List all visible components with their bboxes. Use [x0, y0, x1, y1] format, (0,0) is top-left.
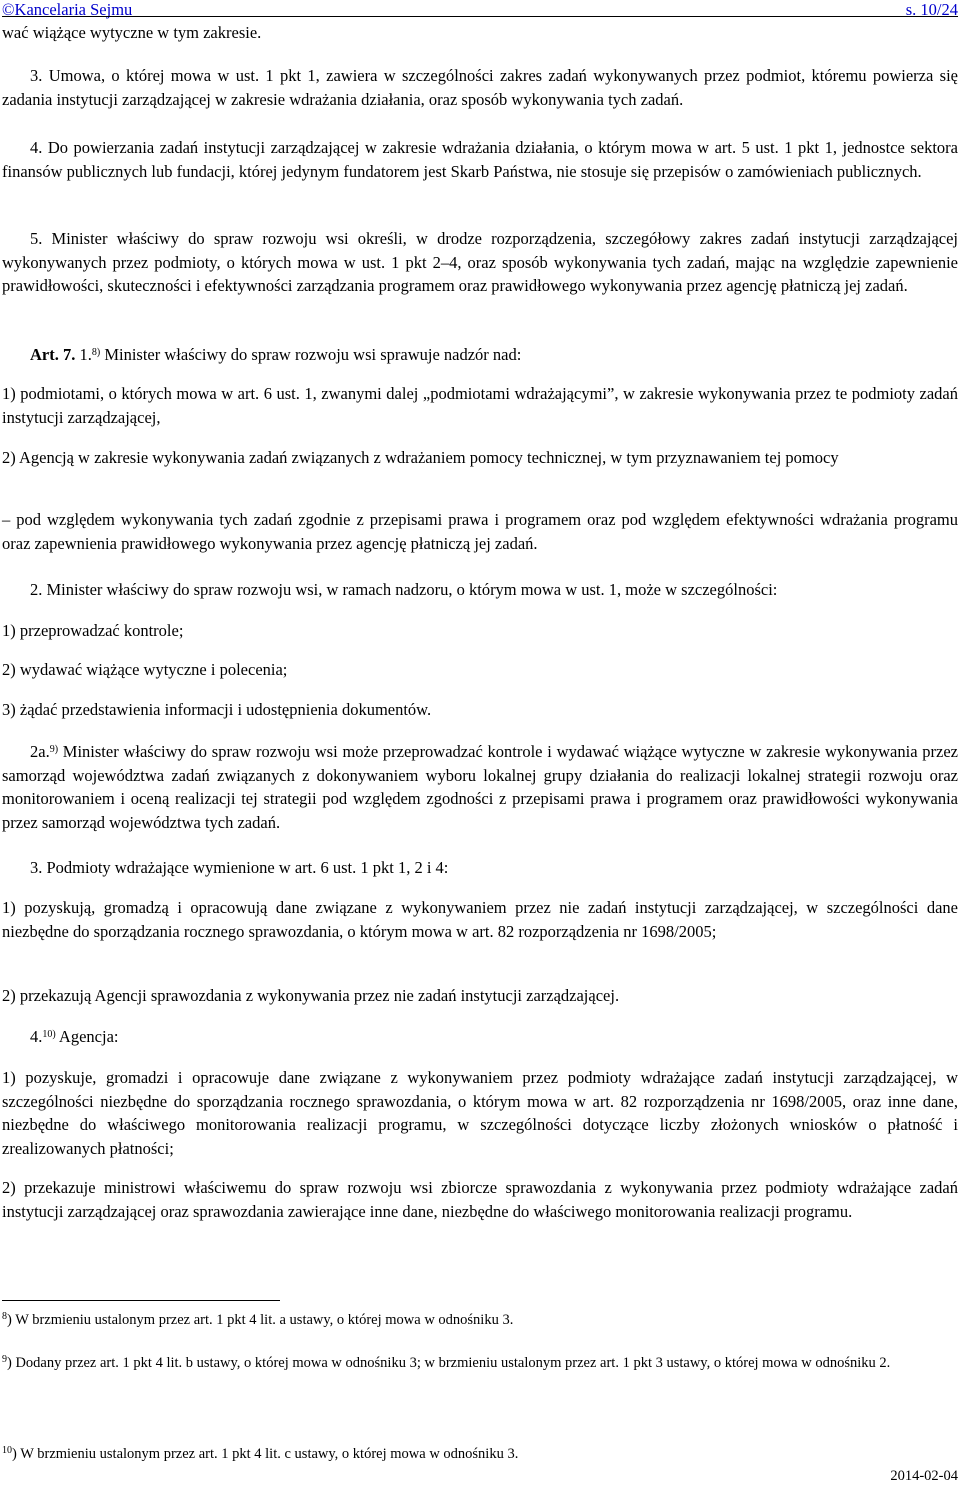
ust-4-number: 4. — [30, 1027, 43, 1046]
paragraph-ust-5: 5. Minister właściwy do spraw rozwoju wsi określi, w drodze rozporządzenia, szczegółowy zakres zadań instytucji zarządzającej wykonywanych przez podmioty, o których mowa w ust. 1 pkt 2–4, oraz sposób wykonywania tych zadań, mając na względzie zapewnienie prawidłowości, skuteczności i efektywności zarządzania programem oraz prawidłowego wykonywania przez agencję płatniczą jej zadań. — [2, 229, 958, 295]
paragraph-ust-3: 3. Umowa, o której mowa w ust. 1 pkt 1, zawiera w szczególności zakres zadań wykonywanych przez podmiot, któremu powierza się zadania instytucji zarządzającej w zakresie wdrażania działania, oraz sposób wykonywania tych zadań. — [2, 66, 958, 109]
footnote-9-text: ) Dodany przez art. 1 pkt 4 lit. b ustawy, o której mowa w odnośniku 3; w brzmieniu ustalonym przez art. 1 pkt 3 ustawy, o której mowa w odnośniku 2. — [7, 1355, 891, 1371]
ust-2a-text: Minister właściwy do spraw rozwoju wsi może przeprowadzać kontrole i wydawać wiążące wytyczne w zakresie wykonywania przez samorząd województwa zadań związanych z dokonywaniem wyboru lokalnej grupy działania do realizacji lokalnej strategii rozwoju oraz monitorowaniem i oceną realizacji tej strategii pod względem zgodności z przepisami prawa i programem oraz prawidłowości wykonywania przez samorząd województwa tych zadań. — [2, 742, 958, 832]
footnote-ref-9[interactable]: 9) — [49, 744, 59, 755]
header-divider — [2, 16, 958, 17]
art-7-text: Minister właściwy do spraw rozwoju wsi sprawuje nadzór nad: — [100, 345, 522, 364]
art-7-ust-2-point-2: 2) wydawać wiążące wytyczne i polecenia; — [2, 660, 288, 679]
art-7-ust-2a — [2, 740, 958, 834]
art-7-ust-3-point-1: 1) pozyskują, gromadzą i opracowują dane związane z wykonywaniem przez nie zadań instytucji zarządzającej, w szczególności dane niezbędne do sporządzania rocznego sprawozdania, o którym mowa w art. 82 rozporządzenia nr 1698/2005; — [2, 898, 958, 941]
art-7-ust-2-point-1: 1) przeprowadzać kontrole; — [2, 621, 184, 640]
art-7-ust-2: 2. Minister właściwy do spraw rozwoju wsi, w ramach nadzoru, o którym mowa w ust. 1, może w szczególności: — [30, 580, 778, 599]
art-7-point-1: 1) podmiotami, o których mowa w art. 6 ust. 1, zwanymi dalej „podmiotami wdrażającymi”, w zakresie wykonywania przez te podmioty zadań instytucji zarządzającej, — [2, 384, 958, 427]
footnote-10-mark: 10 — [2, 1445, 12, 1456]
footnote-10 — [2, 1444, 958, 1465]
ust-2a-number: 2a. — [30, 742, 50, 761]
art-7-ust-4 — [30, 1025, 119, 1049]
art-7-ust-3-point-2: 2) przekazują Agencji sprawozdania z wykonywania przez nie zadań instytucji zarządzającej. — [2, 986, 620, 1005]
art-7-ust-3: 3. Podmioty wdrażające wymienione w art. 6 ust. 1 pkt 1, 2 i 4: — [30, 858, 449, 877]
art-7-ust-2-point-3: 3) żądać przedstawienia informacji i udostępnienia dokumentów. — [2, 700, 432, 719]
footnote-9-mark: 9 — [2, 1354, 7, 1365]
art-7-point-2: 2) Agencją w zakresie wykonywania zadań związanych z wdrażaniem pomocy technicznej, w tym przyznawaniem tej pomocy — [2, 448, 839, 467]
art-7-ust-4-point-1: 1) pozyskuje, gromadzi i opracowuje dane związane z wykonywaniem przez podmioty wdrażające zadań instytucji zarządzającej, w szczególności niezbędne do sporządzania rocznego sprawozdania, o którym mowa w art. 82 rozporządzenia nr 1698/2005, oraz inne dane, niezbędne do właściwego monitorowania realizacji programu, w szczególności dotyczące liczby złożonych wniosków o płatność i zrealizowanych płatności; — [2, 1068, 958, 1158]
art-7-ust-number: 1. — [79, 345, 92, 364]
footnote-ref-10[interactable]: 10) — [42, 1029, 56, 1040]
header-source-link[interactable]: ©Kancelaria Sejmu — [2, 0, 133, 19]
footnote-divider — [2, 1300, 280, 1301]
ust-4-text: Agencja: — [55, 1027, 119, 1046]
footnote-ref-8[interactable]: 8) — [91, 347, 101, 358]
art-7-heading — [30, 343, 521, 367]
footnote-8-mark: 8 — [2, 1311, 7, 1322]
paragraph-ust-4: 4. Do powierzania zadań instytucji zarządzającej w zakresie wdrażania działania, o którym mowa w art. 5 ust. 1 pkt 1, jednostce sektora finansów publicznych lub fundacji, której jedynym fundatorem jest Skarb Państwa, nie stosuje się przepisów o zamówieniach publicznych. — [2, 138, 958, 181]
header-page-number[interactable]: s. 10/24 — [905, 0, 958, 19]
footnote-8 — [2, 1310, 958, 1331]
footer-date: 2014-02-04 — [890, 1468, 958, 1484]
art-7-dash-clause: – pod względem wykonywania tych zadań zgodnie z przepisami prawa i programem oraz pod względem efektywności wdrażania programu oraz zapewnienia prawidłowego wykonywania przez agencję płatniczą jej zadań. — [2, 510, 958, 553]
paragraph-continuation: wać wiążące wytyczne w tym zakresie. — [2, 23, 262, 42]
footnote-8-text: ) W brzmieniu ustalonym przez art. 1 pkt 4 lit. a ustawy, o której mowa w odnośniku 3. — [7, 1312, 514, 1328]
footnote-10-text: ) W brzmieniu ustalonym przez art. 1 pkt 4 lit. c ustawy, o której mowa w odnośniku 3. — [12, 1446, 519, 1462]
art-7-ust-4-point-2: 2) przekazuje ministrowi właściwemu do spraw rozwoju wsi zbiorcze sprawozdania z wykonywania przez podmioty wdrażające zadań instytucji zarządzającej oraz sprawozdania zawierające inne dane, niezbędne do właściwego monitorowania realizacji programu. — [2, 1178, 958, 1221]
footnote-9 — [2, 1353, 958, 1374]
art-7-label: Art. 7. — [30, 345, 76, 364]
